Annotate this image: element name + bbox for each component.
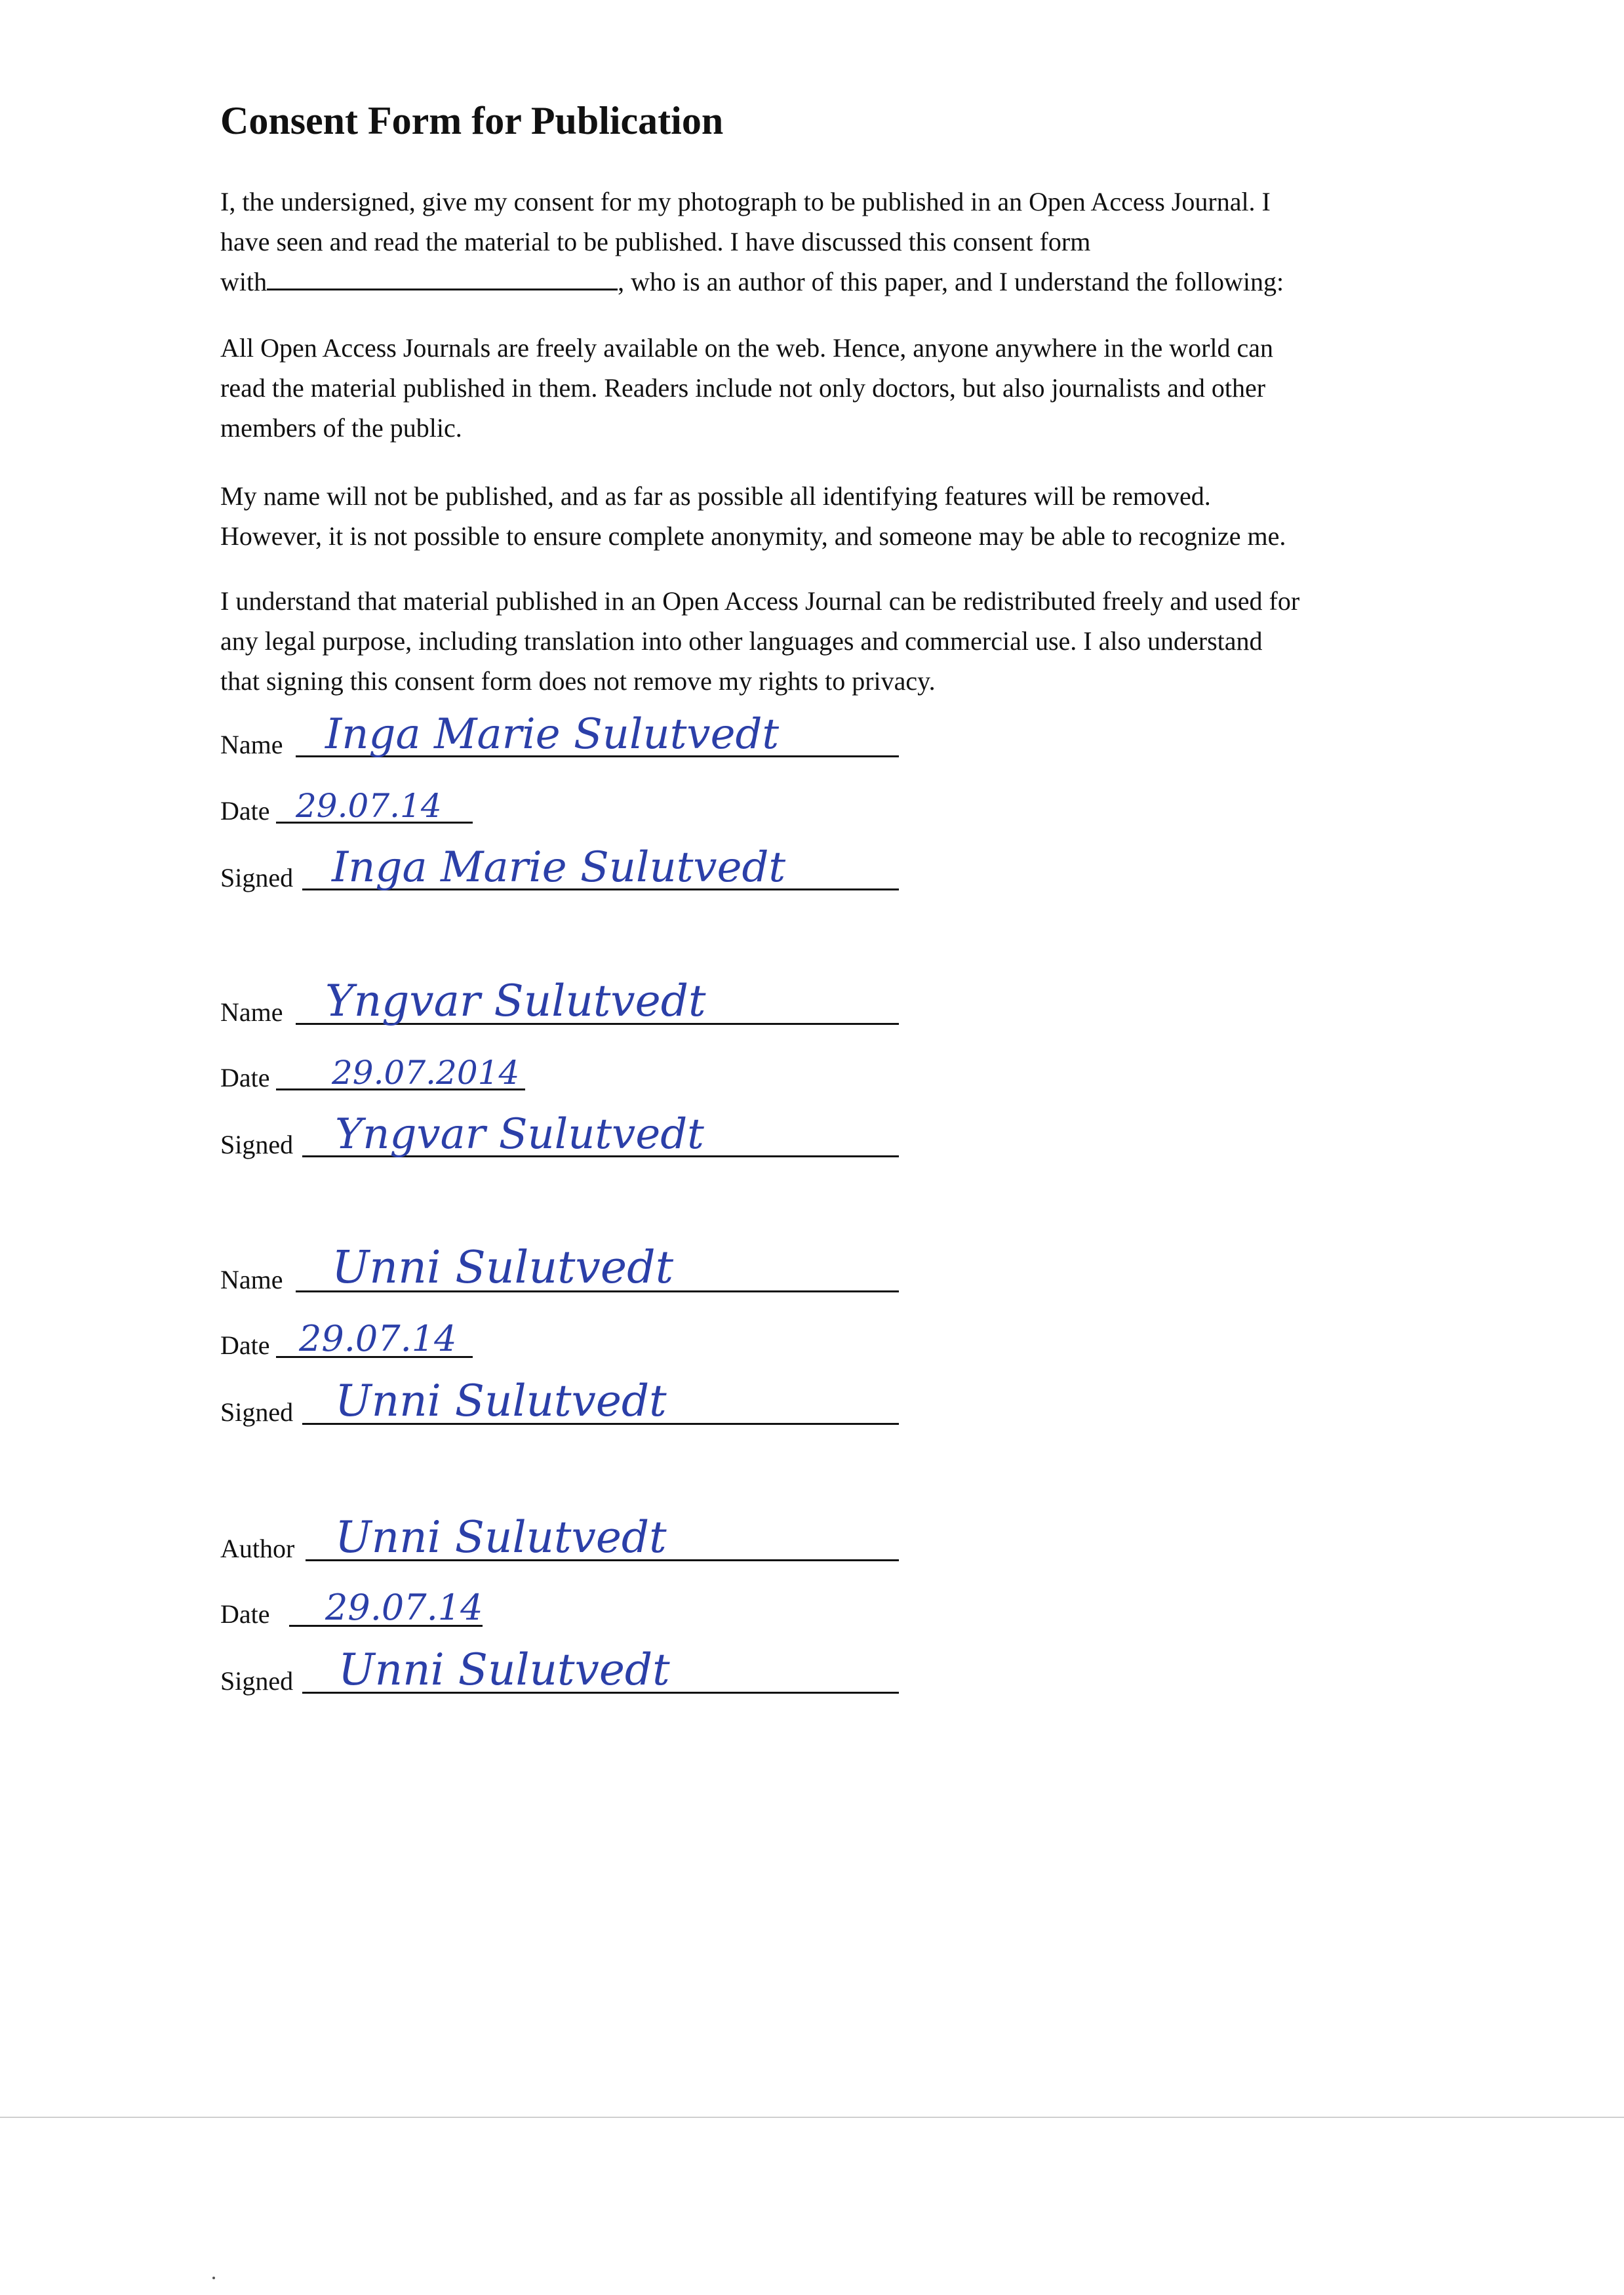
paragraph-line — [220, 262, 1466, 302]
handwritten-signature: Yngvar Sulutvedt — [335, 1110, 704, 1159]
paragraph-line: My name will not be published, and as far as possible all identifying features will be removed. — [220, 481, 1211, 511]
field-label: Signed — [220, 1666, 294, 1696]
with-label: with — [220, 267, 267, 296]
name-field[interactable] — [220, 976, 902, 1033]
date-field[interactable] — [220, 787, 902, 831]
paragraph-line: I understand that material published in an Open Access Journal can be redistributed freely and used for — [220, 586, 1300, 616]
handwritten-name: Inga Marie Sulutvedt — [325, 710, 780, 759]
field-label: Signed — [220, 1130, 294, 1159]
field-label: Name — [220, 730, 283, 759]
signed-field[interactable] — [220, 1376, 902, 1433]
date-field[interactable] — [220, 1054, 902, 1098]
handwritten-signature: Unni Sulutvedt — [335, 1376, 667, 1426]
paragraph-line: However, it is not possible to ensure complete anonymity, and someone may be able to recognize me. — [220, 521, 1286, 551]
field-label: Name — [220, 1265, 283, 1294]
field-label: Signed — [220, 863, 294, 892]
field-label: Author — [220, 1534, 295, 1563]
paragraph-line: have seen and read the material to be published. I have discussed this consent form — [220, 227, 1091, 256]
scan-fold-line — [0, 2117, 1624, 2118]
paragraph-line: any legal purpose, including translation into other languages and commercial use. I also understand — [220, 626, 1263, 656]
page-title: Consent Form for Publication — [220, 99, 724, 142]
scan-speck — [212, 2277, 215, 2279]
access-paragraph — [220, 328, 1466, 448]
signed-field[interactable] — [220, 1110, 902, 1165]
handwritten-date: 29.07.2014 — [332, 1054, 520, 1092]
paragraph-line: that signing this consent form does not remove my rights to privacy. — [220, 666, 936, 696]
handwritten-signature: Unni Sulutvedt — [338, 1645, 670, 1695]
signed-field[interactable] — [220, 843, 902, 898]
handwritten-name: Yngvar Sulutvedt — [325, 976, 706, 1026]
paragraph-line: read the material published in them. Readers include not only doctors, but also journalists and other — [220, 373, 1266, 403]
date-field[interactable] — [220, 1587, 902, 1635]
handwritten-date: 29.07.14 — [325, 1587, 483, 1628]
field-label: Date — [220, 1330, 270, 1360]
anonymity-paragraph — [220, 476, 1466, 556]
handwritten-date: 29.07.14 — [299, 1318, 457, 1359]
field-label: Name — [220, 997, 283, 1027]
consent-paragraph — [220, 182, 1466, 302]
paragraph-line: members of the public. — [220, 413, 462, 443]
paragraph-line: I, the undersigned, give my consent for my photograph to be published in an Open Access Journal. I — [220, 187, 1271, 216]
author-field[interactable] — [220, 1512, 902, 1569]
name-field[interactable] — [220, 1242, 902, 1300]
handwritten-date: 29.07.14 — [296, 787, 442, 825]
field-label: Date — [220, 1599, 270, 1629]
field-label: Date — [220, 796, 270, 826]
author-name-blank — [267, 266, 618, 290]
handwritten-name: Unni Sulutvedt — [332, 1242, 674, 1294]
date-field[interactable] — [220, 1318, 902, 1366]
signed-field[interactable] — [220, 1645, 902, 1702]
paragraph-line: All Open Access Journals are freely available on the web. Hence, anyone anywhere in the world can — [220, 333, 1274, 363]
name-field[interactable] — [220, 710, 902, 765]
field-label: Date — [220, 1063, 270, 1092]
with-line-suffix: , who is an author of this paper, and I understand the following: — [618, 267, 1284, 296]
redistribution-paragraph — [220, 581, 1466, 701]
handwritten-signature: Inga Marie Sulutvedt — [332, 843, 786, 892]
field-label: Signed — [220, 1397, 294, 1427]
handwritten-name: Unni Sulutvedt — [335, 1512, 667, 1563]
